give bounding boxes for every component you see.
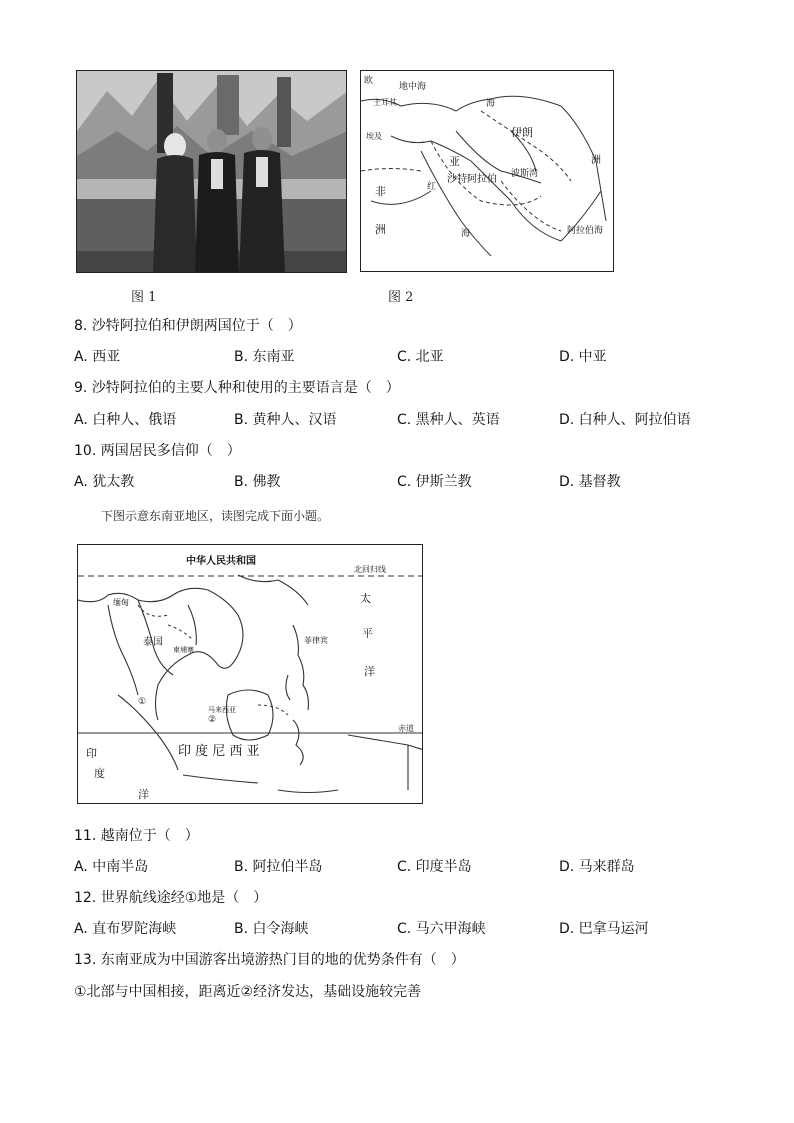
question-11-option-c[interactable]: C. 印度半岛 xyxy=(397,859,472,875)
figure-2-caption: 图 2 xyxy=(388,290,414,305)
map-label-turkey: 土耳其 xyxy=(373,98,397,107)
map-label-iran: 伊朗 xyxy=(511,126,533,139)
question-8-option-c[interactable]: C. 北亚 xyxy=(397,349,444,365)
question-13-stem: 13. 东南亚成为中国游客出境游热门目的地的优势条件有（ ） xyxy=(74,952,465,968)
sea-map-label-taiping-1: 太 xyxy=(360,592,371,605)
question-9-option-b[interactable]: B. 黄种人、汉语 xyxy=(234,412,337,428)
map-label-zhou-right: 洲 xyxy=(591,155,601,166)
question-12-option-c[interactable]: C. 马六甲海峡 xyxy=(397,921,486,937)
question-12-option-b[interactable]: B. 白令海峡 xyxy=(234,921,309,937)
map-label-hai2: 海 xyxy=(486,99,496,109)
southeast-asia-map xyxy=(77,544,423,804)
map-label-europe: 欧 xyxy=(364,76,374,86)
question-10-option-c[interactable]: C. 伊斯兰教 xyxy=(397,474,472,490)
photo-illustration xyxy=(77,71,347,273)
map-label-asia: 亚 xyxy=(449,155,460,168)
question-12-stem: 12. 世界航线途经①地是（ ） xyxy=(74,890,268,906)
sea-map-label-circle-1: ① xyxy=(138,697,147,707)
map-label-hai: 海 xyxy=(461,229,471,239)
question-9-option-a[interactable]: A. 白种人、俄语 xyxy=(74,412,177,428)
map-label-saudi: 沙特阿拉伯 xyxy=(447,174,497,185)
map-label-zhou-left: 洲 xyxy=(375,223,386,236)
question-10-option-d[interactable]: D. 基督教 xyxy=(559,474,621,490)
question-11-option-b[interactable]: B. 阿拉伯半岛 xyxy=(234,859,323,875)
figure-1-caption: 图 1 xyxy=(131,290,157,305)
sea-map-label-taiping-2: 平 xyxy=(362,627,373,640)
figure-1-photo xyxy=(76,70,347,273)
map-intro-text: 下图示意东南亚地区，读图完成下面小题。 xyxy=(101,509,330,523)
question-13-statement: ①北部与中国相接，距离近②经济发达，基础设施较完善 xyxy=(74,984,422,1000)
sea-map-label-china: 中华人民共和国 xyxy=(186,556,256,567)
question-8-stem: 8. 沙特阿拉伯和伊朗两国位于（ ） xyxy=(74,318,302,334)
sea-map-label-circle-2: ② xyxy=(208,715,217,725)
question-8-option-a[interactable]: A. 西亚 xyxy=(74,349,121,365)
map-label-mediterranean: 地中海 xyxy=(399,82,427,92)
sea-map-label-tropic: 北回归线 xyxy=(354,565,386,574)
sea-map-label-cambodia: 柬埔寨 xyxy=(173,646,194,654)
question-9-option-c[interactable]: C. 黑种人、英语 xyxy=(397,412,500,428)
figure-2-map xyxy=(360,70,614,272)
question-8-option-b[interactable]: B. 东南亚 xyxy=(234,349,295,365)
map-label-egypt: 埃及 xyxy=(366,132,382,141)
sea-map-label-malaysia: 马来西亚 xyxy=(208,706,236,714)
sea-map-label-yindu-3: 洋 xyxy=(138,788,149,801)
question-9-stem: 9. 沙特阿拉伯的主要人种和使用的主要语言是（ ） xyxy=(74,380,400,396)
question-10-stem: 10. 两国居民多信仰（ ） xyxy=(74,443,241,459)
sea-map-label-equator: 赤道 xyxy=(398,724,414,733)
map-label-gulf: 波斯湾 xyxy=(511,169,539,179)
question-11-option-d[interactable]: D. 马来群岛 xyxy=(559,859,635,875)
question-10-option-b[interactable]: B. 佛教 xyxy=(234,474,281,490)
sea-map-label-myanmar: 缅甸 xyxy=(113,598,129,607)
sea-map-label-yindu-2: 度 xyxy=(94,767,105,780)
map-label-fei: 非 xyxy=(375,185,386,198)
question-8-option-d[interactable]: D. 中亚 xyxy=(559,349,607,365)
question-11-stem: 11. 越南位于（ ） xyxy=(74,828,199,844)
sea-map-label-philippines: 菲律宾 xyxy=(304,636,328,645)
sea-map-label-taiping-3: 洋 xyxy=(364,665,375,678)
map-label-hong: 红 xyxy=(427,182,437,192)
sea-map-label-thailand: 泰国 xyxy=(143,637,163,648)
sea-map-label-indonesia: 印 度 尼 西 亚 xyxy=(178,744,260,759)
question-12-option-a[interactable]: A. 直布罗陀海峡 xyxy=(74,921,177,937)
question-11-option-a[interactable]: A. 中南半岛 xyxy=(74,859,149,875)
question-10-option-a[interactable]: A. 犹太教 xyxy=(74,474,135,490)
question-12-option-d[interactable]: D. 巴拿马运河 xyxy=(559,921,649,937)
map-label-arabian-sea: 阿拉伯海 xyxy=(567,226,604,236)
sea-map-label-yindu-1: 印 xyxy=(86,747,97,760)
question-9-option-d[interactable]: D. 白种人、阿拉伯语 xyxy=(559,412,691,428)
